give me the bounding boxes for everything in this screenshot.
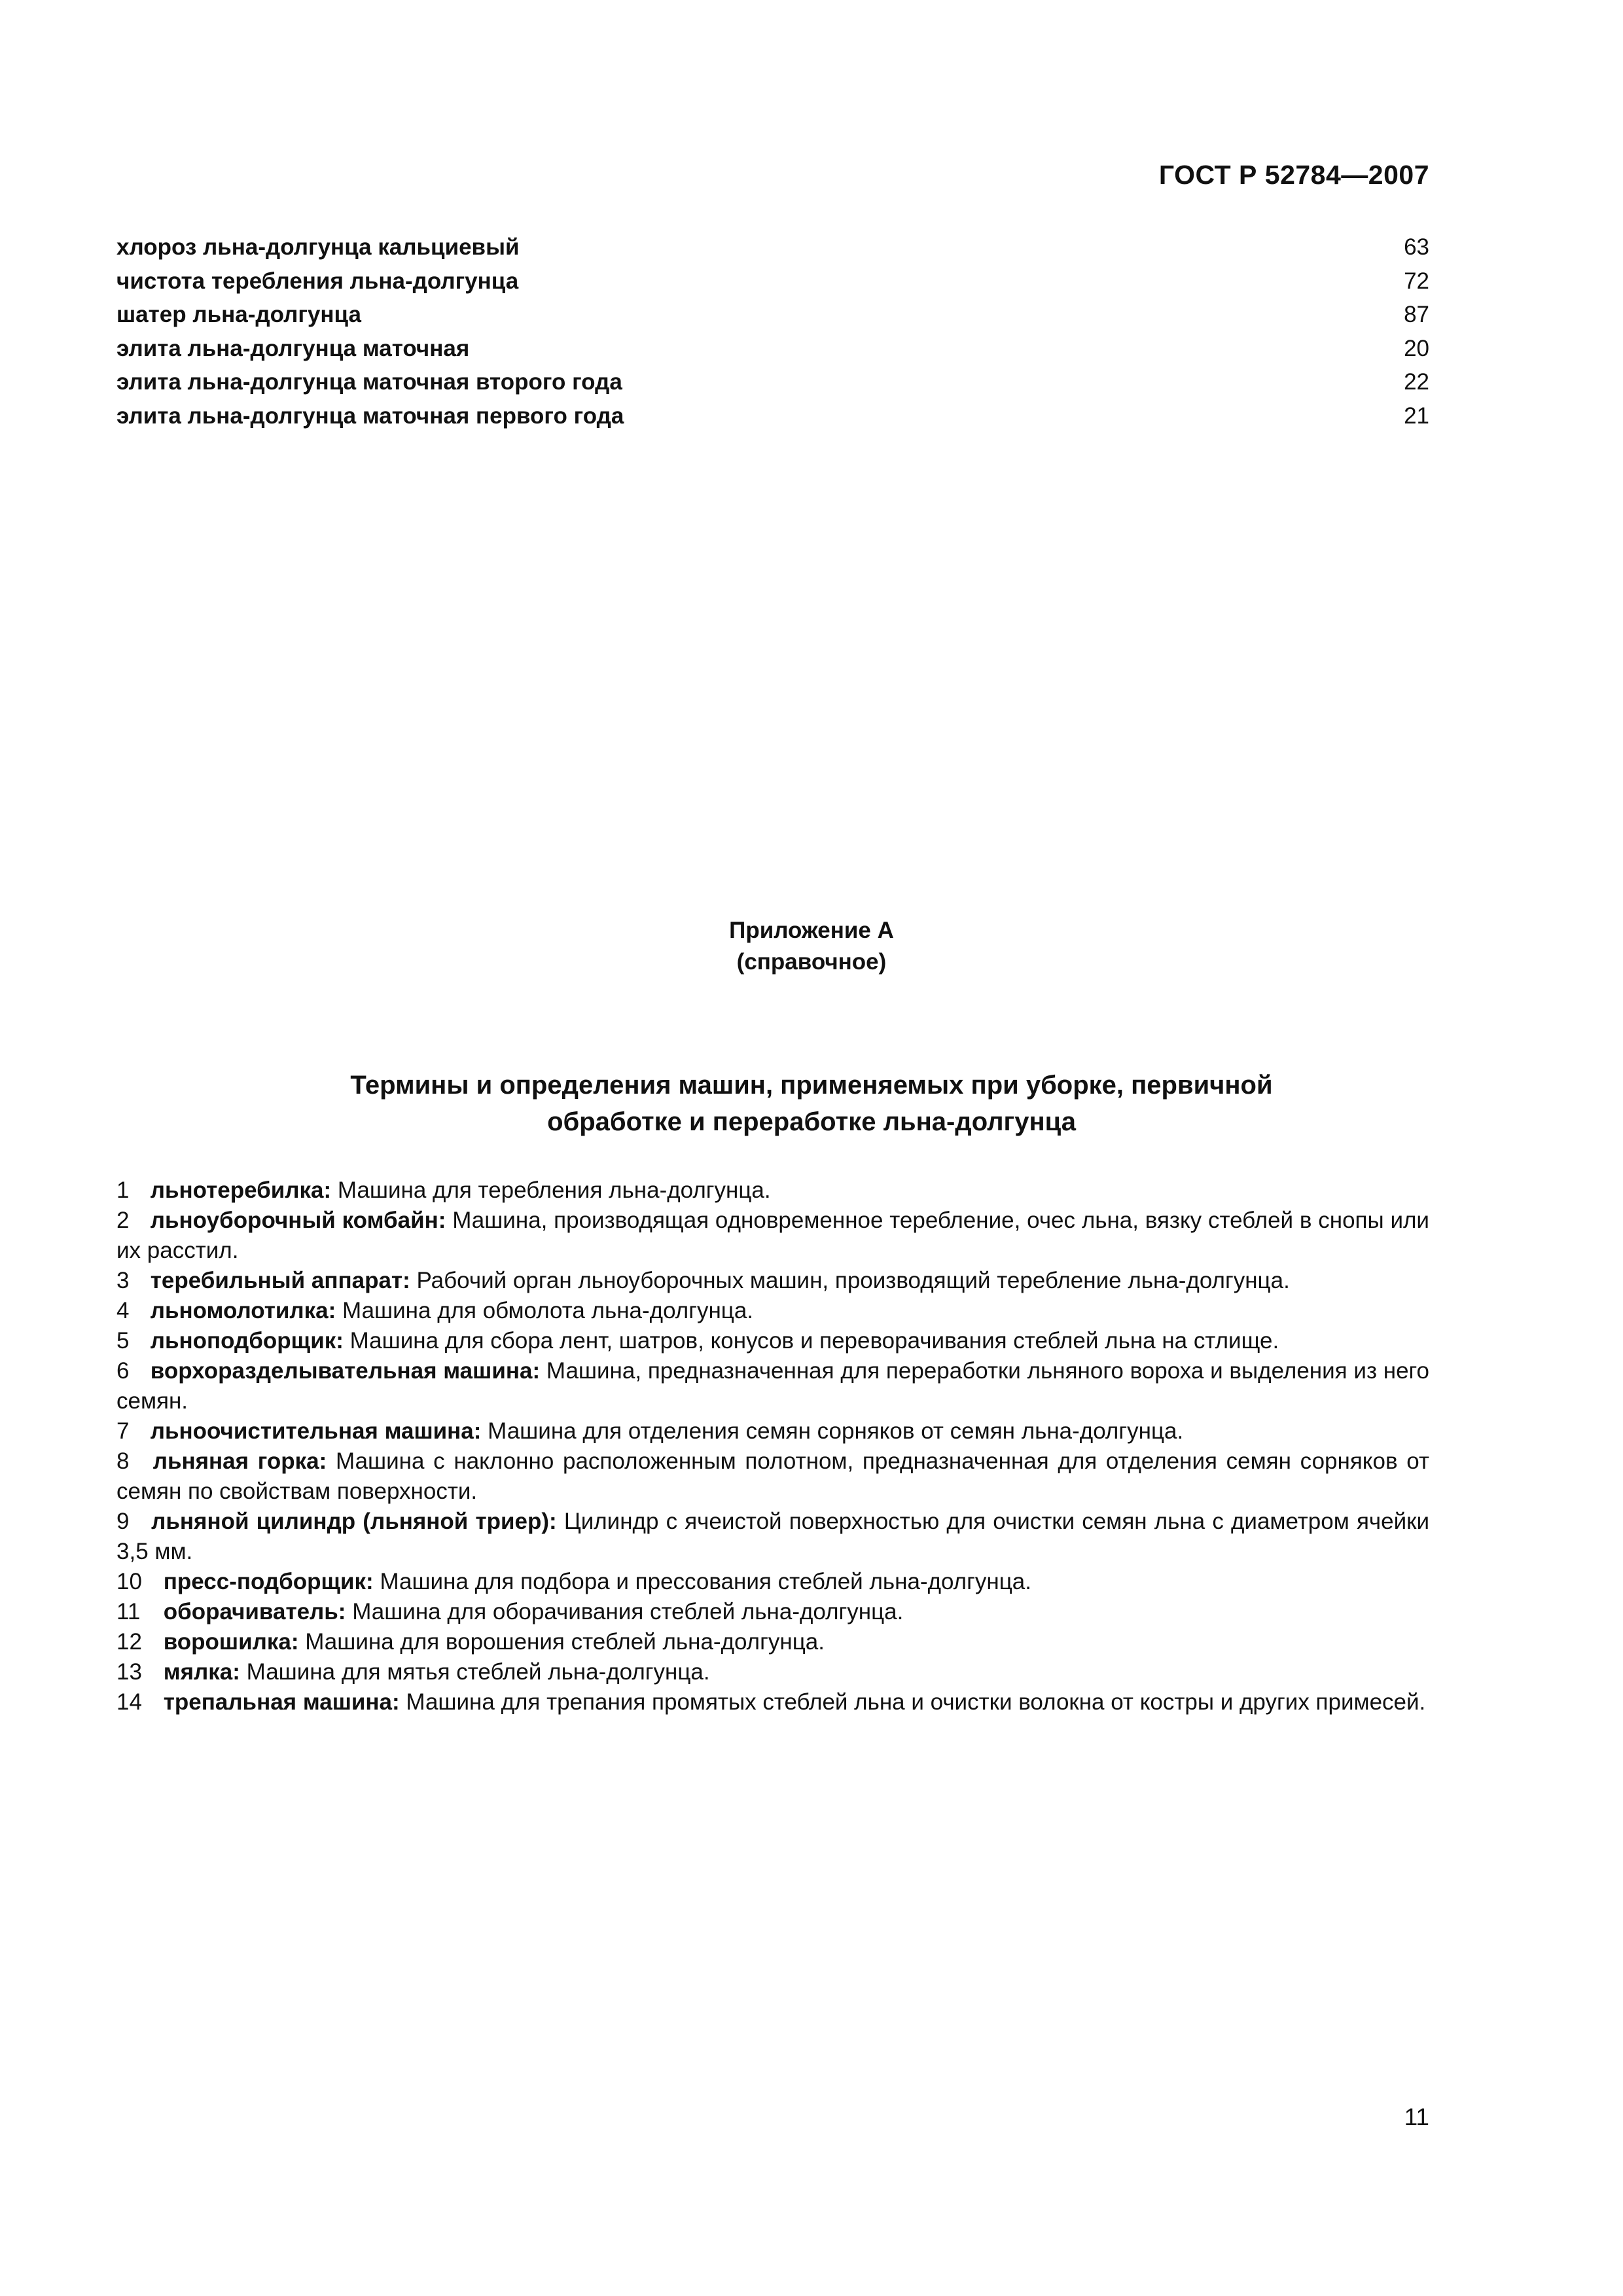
definition-text: Машина для ворошения стеблей льна-долгунца. [305,1629,825,1655]
definition-term: пресс-подборщик: [163,1569,374,1594]
definition-term: мялка: [163,1659,240,1685]
index-term: элита льна-долгунца маточная первого года [116,403,624,429]
index-page-number: 72 [1404,268,1429,294]
definition-number: 5 [116,1328,130,1354]
definition-item [116,1326,1429,1356]
term-index-list [116,234,1429,437]
definition-text: Рабочий орган льноуборочных машин, производящий теребление льна-долгунца. [416,1268,1290,1293]
definition-text: Машина для обмолота льна-долгунца. [342,1298,754,1323]
definition-text: Машина, производящая одновременное теребление, очес льна, вязку стеблей в снопы или их расстил. [116,1208,1429,1263]
index-term: элита льна-долгунца маточная второго года [116,369,622,395]
definition-text: Машина для трепания промятых стеблей льна и очистки волокна от костры и других примесей. [406,1689,1426,1715]
definitions-list [116,1175,1429,1717]
definition-text: Машина для теребления льна-долгунца. [337,1177,771,1203]
definition-number: 2 [116,1208,130,1233]
definition-term: льнотеребилка: [150,1177,332,1203]
definition-number: 14 [116,1689,142,1715]
definition-item [116,1597,1429,1627]
definition-term: теребильный аппарат: [150,1268,410,1293]
definition-term: оборачиватель: [163,1599,346,1624]
index-row [116,302,1429,336]
definition-term: трепальная машина: [163,1689,400,1715]
document-code-header: ГОСТ Р 52784—2007 [1158,160,1429,190]
section-title-line-2: обработке и переработке льна-долгунца [547,1107,1076,1136]
definition-item [116,1627,1429,1657]
index-term: шатер льна-долгунца [116,302,361,327]
definition-number: 13 [116,1659,142,1685]
definition-item [116,1507,1429,1567]
definition-item [116,1416,1429,1446]
definition-number: 11 [116,1599,141,1624]
index-term: чистота теребления льна-долгунца [116,268,519,294]
definition-number: 1 [116,1177,130,1203]
definition-number: 10 [116,1569,142,1594]
definition-term: ворхоразделывательная машина: [150,1358,541,1384]
definition-text: Машина для мятья стеблей льна-долгунца. [246,1659,710,1685]
index-page-number: 20 [1404,335,1429,361]
definition-text: Машина, предназначенная для переработки льняного вороха и выделения из него семян. [116,1358,1430,1414]
definition-text: Машина для подбора и прессования стеблей льна-долгунца. [380,1569,1031,1594]
index-page-number: 21 [1404,403,1429,429]
definition-term: льноподборщик: [150,1328,344,1354]
definition-term: льноочистительная машина: [150,1418,482,1444]
definition-item [116,1687,1429,1717]
definition-text: Машина с наклонно расположенным полотном, предназначенная для отделения семян сорняков от семян по свойствам поверхности. [116,1448,1429,1504]
index-term: хлороз льна-долгунца кальциевый [116,234,520,260]
index-page-number: 22 [1404,369,1429,395]
annex-title: Приложение А [729,918,894,943]
definition-item [116,1175,1429,1206]
definition-number: 4 [116,1298,130,1323]
index-row [116,268,1429,302]
definition-item [116,1206,1429,1266]
definition-number: 6 [116,1358,130,1384]
index-row [116,369,1429,403]
annex-subtitle: (справочное) [736,949,887,975]
definition-text: Цилиндр с ячеистой поверхностью для очистки семян льна с диаметром ячейки 3,5 мм. [116,1509,1430,1564]
definition-item [116,1356,1429,1416]
index-page-number: 63 [1404,234,1429,260]
definition-number: 9 [116,1509,130,1534]
definition-text: Машина для сбора лент, шатров, конусов и переворачивания стеблей льна на стлище. [349,1328,1279,1354]
definition-term: ворошилка: [163,1629,299,1655]
index-row [116,403,1429,437]
definition-number: 7 [116,1418,130,1444]
index-page-number: 87 [1404,302,1429,327]
annex-heading [0,915,1623,978]
index-row [116,336,1429,370]
definition-number: 8 [116,1448,130,1474]
definition-number: 3 [116,1268,130,1293]
section-title-line-1: Термины и определения машин, применяемых при уборке, первичной [350,1071,1273,1100]
definition-item [116,1657,1429,1687]
index-term: элита льна-долгунца маточная [116,335,470,361]
definition-item [116,1446,1429,1507]
section-heading [0,1067,1623,1140]
definition-item [116,1266,1429,1296]
definition-term: льняная горка: [152,1448,327,1474]
definition-term: льноуборочный комбайн: [150,1208,446,1233]
definition-term: льномолотилка: [150,1298,336,1323]
page-number: 11 [1404,2104,1429,2130]
index-row [116,234,1429,268]
definition-number: 12 [116,1629,142,1655]
definition-term: льняной цилиндр (льняной триер): [151,1509,557,1534]
definition-item [116,1567,1429,1597]
definition-item [116,1296,1429,1326]
definition-text: Машина для оборачивания стеблей льна-долгунца. [352,1599,904,1624]
definition-text: Машина для отделения семян сорняков от семян льна-долгунца. [488,1418,1184,1444]
